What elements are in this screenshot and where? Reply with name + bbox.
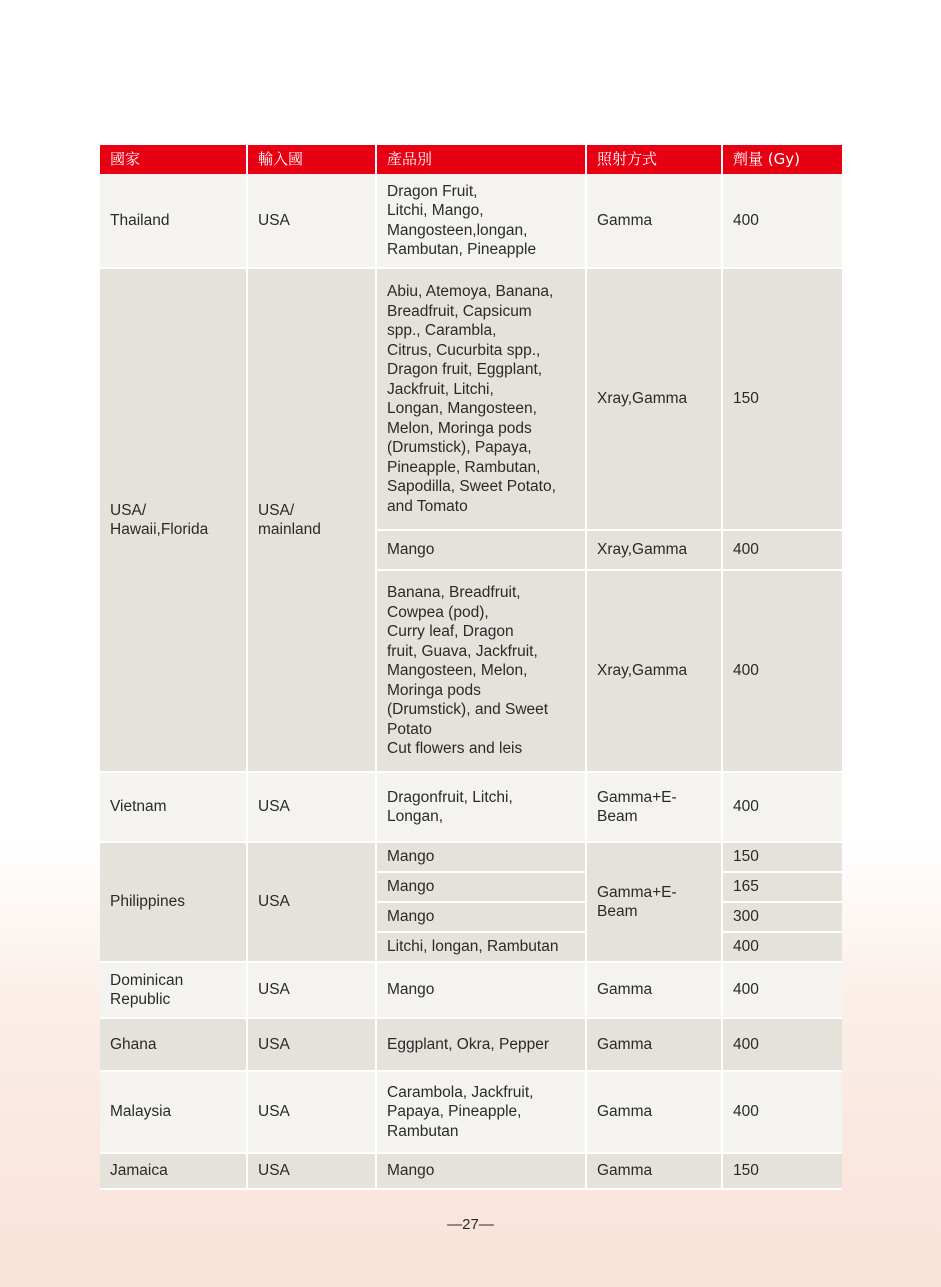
cell-product <box>377 1072 587 1154</box>
country-text: Philippines <box>110 893 185 911</box>
cell-dose <box>723 933 842 963</box>
importer-text: USA <box>258 1035 290 1053</box>
cell-importer <box>248 1019 377 1072</box>
irradiation-table <box>100 145 842 1190</box>
cell-importer <box>248 843 377 963</box>
cell-method <box>587 1154 723 1190</box>
cell-product <box>377 269 587 531</box>
cell-importer <box>248 1154 377 1190</box>
cell-method <box>587 174 723 269</box>
product-text: Mango <box>387 878 435 896</box>
dose-text: 400 <box>733 938 759 956</box>
dose-text: 400 <box>733 541 759 559</box>
table-row <box>100 1019 842 1072</box>
dose-text: 150 <box>733 1162 759 1180</box>
cell-method <box>587 843 723 963</box>
country-text: Malaysia <box>110 1103 172 1121</box>
method-text: Gamma <box>597 211 653 229</box>
country-text: Dominican Republic <box>110 971 184 1008</box>
dose-text: 150 <box>733 848 759 866</box>
cell-method <box>587 571 723 773</box>
table-row <box>100 843 842 873</box>
cell-product <box>377 873 587 903</box>
importer-text: USA <box>258 1162 290 1180</box>
cell-country <box>100 1072 248 1154</box>
cell-product <box>377 174 587 269</box>
method-text: Xray,Gamma <box>597 662 688 680</box>
header-importer: 輸入國 <box>248 145 377 174</box>
method-text: Gamma <box>597 981 653 999</box>
cell-dose <box>723 843 842 873</box>
cell-importer <box>248 269 377 773</box>
importer-text: USA <box>258 798 290 816</box>
cell-product <box>377 531 587 571</box>
dose-text: 400 <box>733 798 759 816</box>
importer-text: USA <box>258 1103 290 1121</box>
method-text: Gamma+E- Beam <box>597 788 677 825</box>
table-row <box>100 773 842 843</box>
cell-country <box>100 773 248 843</box>
cell-country <box>100 843 248 963</box>
cell-country <box>100 269 248 773</box>
cell-importer <box>248 174 377 269</box>
cell-product <box>377 773 587 843</box>
importer-text: USA <box>258 893 290 911</box>
country-text: Vietnam <box>110 798 167 816</box>
method-text: Xray,Gamma <box>597 390 688 408</box>
table-row <box>100 269 842 531</box>
table-row <box>100 1154 842 1190</box>
cell-country <box>100 1154 248 1190</box>
importer-text: USA/ mainland <box>258 501 321 538</box>
cell-dose <box>723 531 842 571</box>
page-number: —27— <box>447 1216 494 1233</box>
cell-country <box>100 963 248 1019</box>
country-text: Ghana <box>110 1035 157 1053</box>
cell-importer <box>248 1072 377 1154</box>
dose-text: 400 <box>733 981 759 999</box>
cell-dose <box>723 269 842 531</box>
cell-method <box>587 963 723 1019</box>
cell-product <box>377 1019 587 1072</box>
cell-importer <box>248 963 377 1019</box>
dose-text: 400 <box>733 662 759 680</box>
country-text: USA/ Hawaii,Florida <box>110 501 209 538</box>
product-text: Mango <box>387 981 435 999</box>
table-row <box>100 174 842 269</box>
method-text: Xray,Gamma <box>597 541 688 559</box>
method-text: Gamma <box>597 1103 653 1121</box>
cell-product <box>377 903 587 933</box>
table-header-row <box>100 145 842 174</box>
cell-dose <box>723 174 842 269</box>
dose-text: 400 <box>733 1035 759 1053</box>
cell-product <box>377 963 587 1019</box>
method-text: Gamma+E- Beam <box>597 883 677 920</box>
cell-dose <box>723 571 842 773</box>
cell-dose <box>723 1072 842 1154</box>
product-text: Dragon Fruit, Litchi, Mango, Mangosteen,longan, Rambutan, Pineapple <box>387 182 537 258</box>
product-text: Abiu, Atemoya, Banana, Breadfruit, Capsicum spp., Carambla, Citrus, Cucurbita spp., Dragon fruit, Eggplant, Jackfruit, Litchi, Longan, Mangosteen, Melon, Moringa pods (Drumstick), Papaya, Pineapple, Rambutan, Sapodilla, Sweet Potato, and Tomato <box>387 283 556 515</box>
dose-text: 165 <box>733 878 759 896</box>
product-text: Eggplant, Okra, Pepper <box>387 1035 549 1053</box>
cell-dose <box>723 963 842 1019</box>
cell-country <box>100 174 248 269</box>
cell-method <box>587 1072 723 1154</box>
dose-text: 150 <box>733 390 759 408</box>
dose-text: 400 <box>733 1103 759 1121</box>
header-country: 國家 <box>100 145 248 174</box>
cell-method <box>587 773 723 843</box>
cell-product <box>377 843 587 873</box>
country-text: Jamaica <box>110 1162 168 1180</box>
method-text: Gamma <box>597 1035 653 1053</box>
cell-method <box>587 531 723 571</box>
product-text: Banana, Breadfruit, Cowpea (pod), Curry leaf, Dragon fruit, Guava, Jackfruit, Mangosteen, Melon, Moringa pods (Drumstick), and Sweet Potato Cut flowers and leis <box>387 584 549 758</box>
method-text: Gamma <box>597 1162 653 1180</box>
product-text: Dragonfruit, Litchi, Longan, <box>387 788 513 825</box>
cell-dose <box>723 873 842 903</box>
cell-dose <box>723 903 842 933</box>
cell-dose <box>723 773 842 843</box>
cell-product <box>377 1154 587 1190</box>
dose-text: 400 <box>733 211 759 229</box>
cell-method <box>587 1019 723 1072</box>
cell-country <box>100 1019 248 1072</box>
product-text: Mango <box>387 1162 435 1180</box>
product-text: Litchi, longan, Rambutan <box>387 938 559 956</box>
table-row <box>100 1072 842 1154</box>
country-text: Thailand <box>110 211 170 229</box>
header-product: 產品別 <box>377 145 587 174</box>
cell-product <box>377 571 587 773</box>
cell-dose <box>723 1154 842 1190</box>
dose-text: 300 <box>733 908 759 926</box>
header-method: 照射方式 <box>587 145 723 174</box>
cell-method <box>587 269 723 531</box>
header-dose: 劑量 (Gy) <box>723 145 842 174</box>
table-row <box>100 963 842 1019</box>
cell-product <box>377 933 587 963</box>
product-text: Mango <box>387 908 435 926</box>
importer-text: USA <box>258 981 290 999</box>
product-text: Mango <box>387 848 435 866</box>
product-text: Mango <box>387 541 435 559</box>
importer-text: USA <box>258 211 290 229</box>
product-text: Carambola, Jackfruit, Papaya, Pineapple, Rambutan <box>387 1083 534 1140</box>
cell-dose <box>723 1019 842 1072</box>
cell-importer <box>248 773 377 843</box>
